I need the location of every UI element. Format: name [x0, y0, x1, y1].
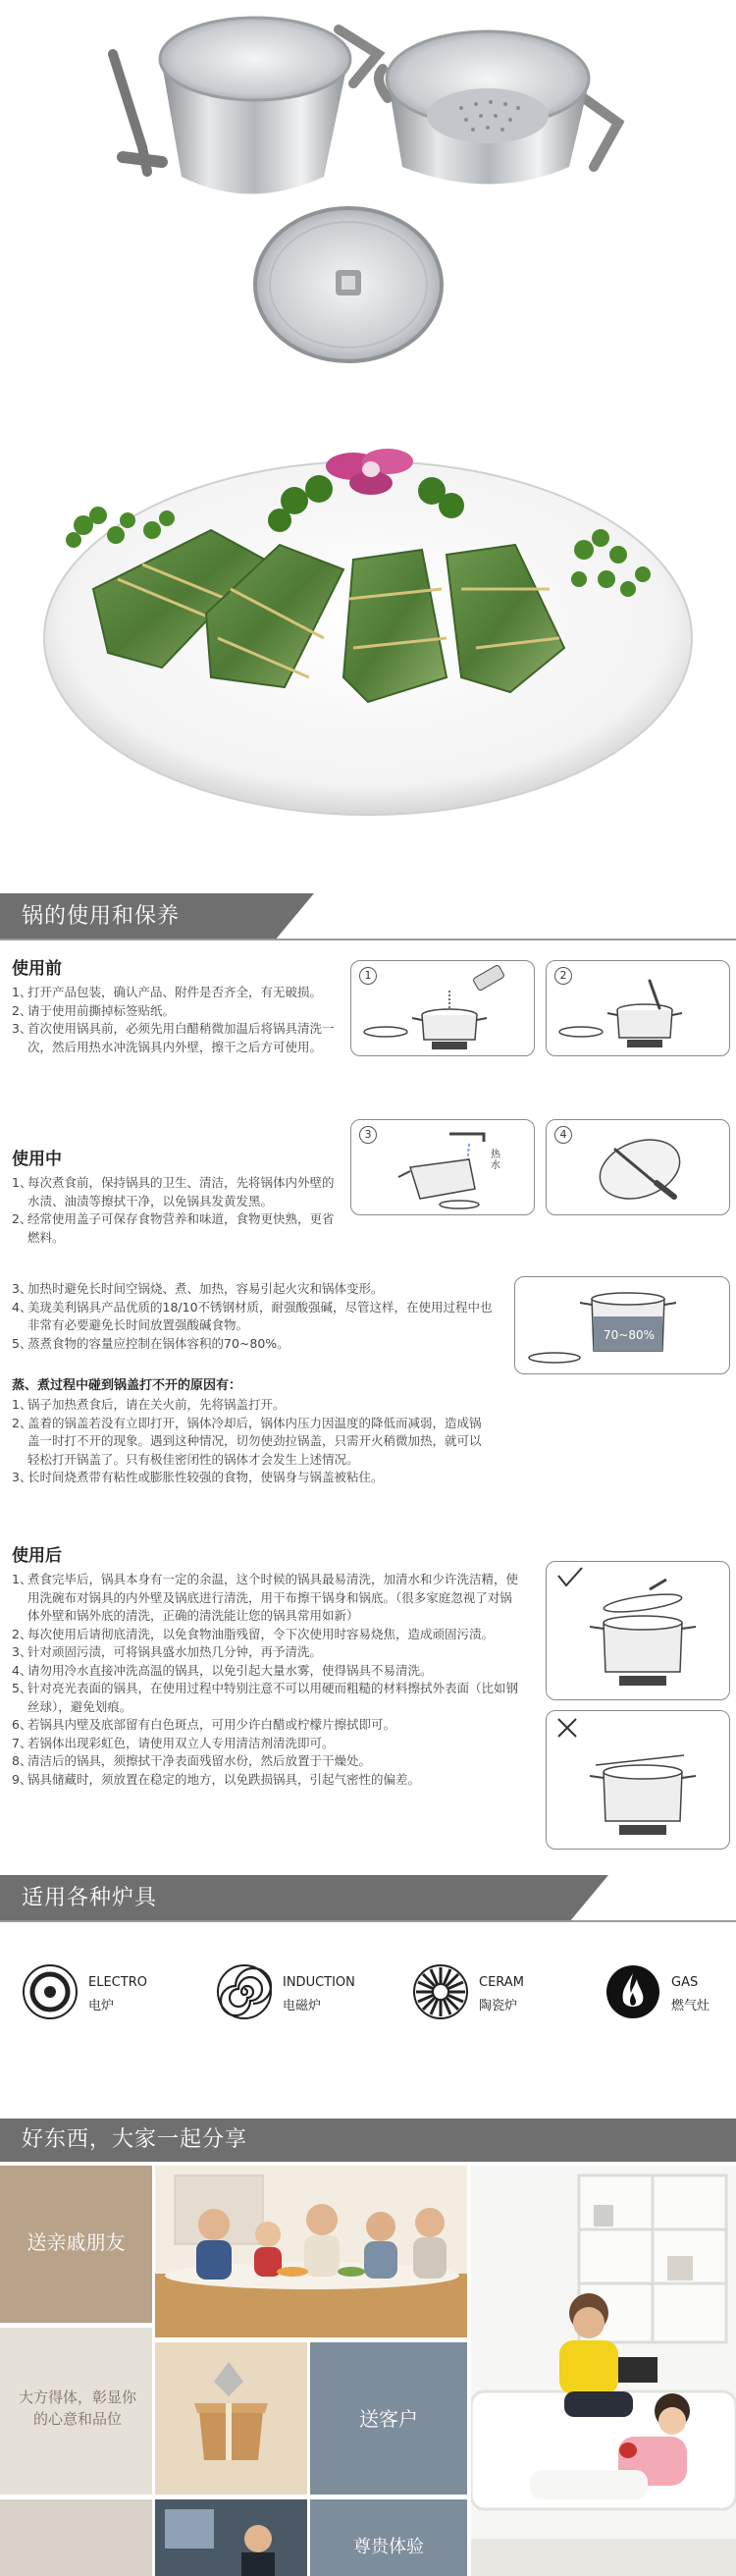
stove-label-zh: 电炉	[88, 1999, 115, 2013]
stove-label-zh: 电磁炉	[283, 1999, 322, 2013]
gift-friends-label: 送亲戚朋友	[26, 2230, 126, 2254]
step-illustration-4	[546, 1119, 730, 1215]
divider	[0, 939, 736, 940]
fill-level-label: 70~80%	[604, 1328, 655, 1342]
before-use-list	[12, 984, 336, 1056]
list-item: 3、长时间烧煮带有粘性或膨胀性较强的食物，使锅身与锅盖被粘住。	[12, 1470, 384, 1484]
tasteful-tile	[0, 2328, 152, 2495]
cross-icon	[558, 1719, 576, 1737]
usage-care-section	[0, 942, 736, 1865]
list-item: 1、锅子加热煮食后，请在关火前，先将锅盖打开。	[12, 1397, 286, 1412]
stove-label-zh: 燃气灶	[671, 1999, 710, 2013]
premium-label: 尊贵体验	[353, 2537, 424, 2557]
usage-care-title: 锅的使用和保养	[22, 904, 181, 929]
list-item: 3、加热时避免长时间空锅烧、煮、加热，容易引起火灾和锅体变形。	[12, 1281, 384, 1296]
share-gallery	[0, 2166, 736, 2576]
lid-stuck-title: 蒸、煮过程中碰到锅盖打不开的原因有：	[12, 1378, 242, 1393]
stove-label-en: ELECTRO	[88, 1975, 147, 1990]
share-title: 好东西，大家一起分享	[22, 2127, 248, 2152]
list-item: 3、针对顽固污渍，可将锅具盛水加热几分钟，再予清洗。	[12, 1644, 323, 1659]
tasteful-label: 大方得体，彰显你的心意和品位	[18, 2388, 136, 2428]
stove-label-zh: 陶瓷炉	[479, 1999, 518, 2013]
check-icon	[558, 1568, 582, 1585]
step-number: 3	[359, 1126, 377, 1144]
after-use-list	[12, 1571, 520, 1789]
list-item: 3、首次使用锅具前，必须先用白醋稍微加温后将锅具清洗一次，然后用热水冲洗锅具内外壁，擦干之后方可使用。	[12, 1021, 335, 1054]
list-item: 2、经常使用盖子可保存食物营养和味道，食物更快熟，更省燃料。	[12, 1211, 335, 1245]
list-item: 4、美珑美利锅具产品优质的18/10不锈钢材质，耐强酸强碱，尽管这样，在使用过程中也非常有必要避免长时间放置强酸碱食物。	[12, 1299, 493, 1332]
step-illustration-2	[546, 960, 730, 1056]
bottom-tile-1	[0, 2499, 152, 2576]
stoves-title: 适用各种炉具	[22, 1886, 158, 1910]
stockpot	[113, 18, 378, 194]
step-illustration-1	[350, 960, 535, 1056]
step-number: 2	[554, 967, 572, 985]
zongzi-plate	[44, 449, 692, 815]
gift-box-tile	[155, 2342, 307, 2495]
stove-types	[0, 1905, 736, 2052]
during-use-title: 使用中	[12, 1150, 62, 1169]
family-dinner-photo	[155, 2166, 467, 2337]
list-item: 4、请勿用冷水直接冲洗高温的锅具，以免引起大量水雾，使得锅具不易清洗。	[12, 1662, 433, 1678]
during-use-list	[12, 1174, 345, 1247]
step-number: 1	[359, 967, 377, 985]
list-item: 1、煮食完毕后，锅具本身有一定的余温，这个时候的锅具最易清洗，加清水和少许洗洁精，使用洗碗布对锅具的内外壁及锅底进行清洗，用干布擦干锅身和锅底。（很多家庭忽视了对锅体外壁和锅外底的清洗，正确的清洗能让您的锅具常用如新）	[12, 1572, 519, 1623]
share-header	[0, 2119, 736, 2162]
list-item: 5、针对亮光表面的锅具，在使用过程中特别注意不可以用硬而粗糙的材料擦拭外表面（比如钢丝球），避免划痕。	[12, 1681, 519, 1714]
wrong-lid-illustration	[546, 1710, 730, 1850]
lid	[255, 208, 442, 361]
steamer-insert	[379, 31, 618, 185]
before-use-title: 使用前	[12, 959, 62, 979]
electro-stove-icon	[22, 1963, 79, 2020]
usage-care-header	[0, 893, 275, 940]
hot-water-label: 热水	[491, 1150, 500, 1171]
list-item: 6、若锅具内壁及底部留有白色斑点，可用少许白醋或柠檬片擦拭即可。	[12, 1717, 396, 1732]
list-item: 2、请于使用前撕掉标签贴纸。	[12, 1002, 176, 1018]
list-item: 8、清洁后的锅具，须擦拭干净表面残留水份，然后放置于干燥处。	[12, 1753, 372, 1768]
living-room-photo	[471, 2166, 736, 2576]
gift-friends-tile	[0, 2166, 152, 2323]
correct-lid-illustration	[546, 1561, 730, 1700]
list-item: 5、蒸煮食物的容量应控制在锅体容积的70~80%。	[12, 1335, 289, 1351]
gift-clients-label: 送客户	[359, 2407, 418, 2431]
office-photo-tile	[155, 2499, 307, 2576]
stove-label-en: GAS	[671, 1975, 699, 1990]
ceram-stove-icon	[412, 1963, 469, 2020]
list-item: 9、锅具储藏时，须放置在稳定的地方，以免跌损锅具，引起气密性的偏差。	[12, 1771, 421, 1787]
after-use-title: 使用后	[12, 1546, 62, 1566]
product-photos	[0, 0, 736, 844]
gas-stove-icon	[605, 1963, 661, 2020]
stove-label-en: INDUCTION	[283, 1975, 355, 1990]
list-item: 2、每次使用后请彻底清洗，以免食物油脂残留，令下次使用时容易烧焦，造成顽固污渍。	[12, 1626, 495, 1641]
list-item: 1、打开产品包装，确认产品、附件是否齐全，有无破损。	[12, 985, 323, 999]
product-hero	[0, 0, 736, 844]
fill-level-illustration	[514, 1276, 730, 1374]
step-illustration-3	[350, 1119, 535, 1215]
stove-label-en: CERAM	[479, 1975, 524, 1990]
list-item: 7、若锅体出现彩虹色，请使用双立人专用清洁剂清洗即可。	[12, 1735, 335, 1750]
list-item: 2、盖着的锅盖若没有立即打开，锅体冷却后，锅体内压力因温度的降低而减弱，造成锅盖一时打不开的现象。遇到这种情况，切勿使劲拉锅盖，只需开火稍微加热，就可以轻松打开锅盖了。只有极佳密闭性的锅体才会发生上述情况。	[12, 1415, 482, 1467]
induction-stove-icon	[216, 1963, 273, 2020]
lid-stuck-list	[12, 1396, 493, 1487]
list-item: 1、每次煮食前，保持锅具的卫生、清洁，先将锅体内外壁的水渍、油渍等擦拭干净，以免锅具发黄发黑。	[12, 1175, 335, 1208]
premium-tile	[310, 2499, 467, 2576]
during-use-list-cont	[12, 1280, 502, 1353]
step-number: 4	[554, 1126, 572, 1144]
gift-clients-tile	[310, 2342, 467, 2495]
